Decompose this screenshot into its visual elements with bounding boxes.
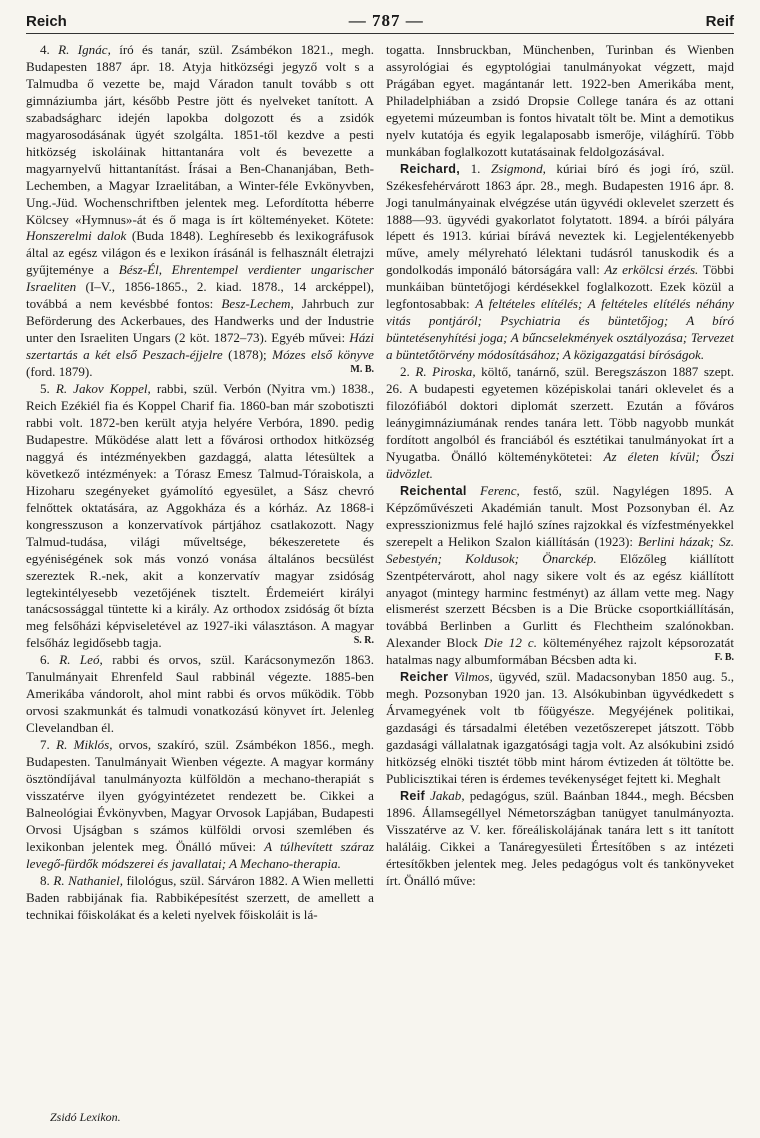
book-title-footer: Zsidó Lexikon. bbox=[50, 1110, 121, 1124]
entry-continuation: togatta. Innsbruckban, Münchenben, Turinban és Wienben assyrológiai és egyptológiai tanulmányokat végzett, majd Prágában egyet. magántanár lett. 1922-ben Amerikába ment, Philadelphiában a zsidó Dropsie College tanára és az ottani egyetemi múzeumban is fontos hivatalt tölt be. Mint a demotikus nyelv kutatója és egyik legalaposabb ismerője, világhírű. Több munkában foglalkozott kutatásainak feldolgozásával. bbox=[386, 42, 734, 159]
entry-reich-leo: 6. R. Leó, rabbi és orvos, szül. Karácsonymezőn 1863. Tanulmányait Ehrenfeld Saul rabbinál végezte. 1885-ben Amerikába vándorolt, ahol mint rabbi és orvos működik. Több orvosi szakmunkát és talmudi vonatkozású könyvet írt. Jelenleg Clevelandban él. bbox=[26, 652, 374, 736]
header-right-guide-word: Reif bbox=[705, 12, 734, 30]
entry-reif-jakab: Reif Jakab, pedagógus, szül. Baánban 1844., megh. Bécsben 1896. Államsegéllyel Németországban tanügyet tanulmányozta. Visszatérve az V. ker. főreáliskolájának tanára lett s itt tanított haláláig. Cikkei a Tanáregyesületi Értesítőben s az intézeti értesítőkben jelentek meg. Jeles pedagógus volt és tankönyveket írt. Önálló műve: bbox=[386, 787, 734, 888]
headword: Reicher bbox=[400, 670, 449, 685]
entry-reich-nathaniel: 8. R. Nathaniel, filológus, szül. Sárváron 1882. A Wien melletti Baden rabbijának fia. Rabbiképesítést szerzett, de amellett a technikai főiskolákat és a keleti nyelvek főiskoláit is lá- bbox=[26, 872, 374, 922]
entry-reich-miklos: 7. R. Miklós, orvos, szakíró, szül. Zsámbékon 1856., megh. Budapesten. Tanulmányait Wienben végezte. A magyar kormány ösztöndíjával tanulmányozta külföldön a mechano-therapiát s visszatérve ilyen gyógyintézetet rendezett be. Cikkei a Balneológiai Évkönyvben, Magyar Orvosok Lapjában, Budapesti Orvosi Ujságban s számos külföldi orvosi szemlében és lexikonban jelentek meg. Önálló művei: A túlhevített száraz levegő-fürdők módszerei és javallatai; A Mechano-therapia. bbox=[26, 737, 374, 871]
author-signature: F. B. bbox=[714, 652, 734, 664]
left-column bbox=[26, 42, 374, 1102]
entry-reich-ignac: 4. R. Ignác, író és tanár, szül. Zsámbékon 1821., megh. Budapesten 1887 ápr. 18. Atyja hitközségi jegyző volt s a Talmudba ő vezette be, majd Váradon tanult tovább s ott gimnáziumba járt, később Pestre jött és nyelveket tanított. A szabadságharc idején lapokba dolgozott és a zsidók magyarosodásának ügyét szolgálta. 1851-től kezdve a pesti hitközség iskoláinak hittantanára volt és bevezette a magyarnyelvű hittantanítást. Írásai a Ben-Chananjában, Beth-Lechemben, a Magyar Izraelitában, a Winter-féle Evkönyvben, Ung.-Jüd. Wochenschriftben jelentek meg. Lefordította héberre Kölcsey «Hymnus»-át és ő maga is írt költeményeket. Kötete: Honszerelmi dalok (Buda 1848). Leghíresebb és lexikográfusok által az egész világon és e lexikon írásánál is felhasznált életrajzi gyűjteménye a Bész-Él, Ehrentempel verdienter ungarischer Israeliten (I–V., 1856-1865., 2. kiad. 1878., 14 arcképpel), továbbá a nem kevésbbé fontos: Besz-Lechem, Jahrbuch zur Beförderung des Ackerbaues, des Handwerks und der Industrie unter den Israeliten Ungars (2 köt. 1872–73). Egyéb művei: Házi szertartás a két első Peszach-éjjelre (1878); Mózes első könyve (ford. 1879). M. B. bbox=[26, 42, 374, 380]
headword: Reichental bbox=[400, 483, 467, 498]
entry-reichard-piroska: 2. R. Piroska, költő, tanárnő, szül. Beregszászon 1887 szept. 26. A budapesti egyetemen középiskolai tanári oklevelet és a filozófiából doktori diplomát szerzett. Ezután a főváros leánygimnáziumának rendes tanára lett. Több nagyobb munkát fordított angolból és franciából és esztétikai tanulmányokat írt a Nyugatba. Önálló költeménykötetei: Az életen kívül; Őszi üdvözlet. bbox=[386, 364, 734, 481]
entry-reicher-vilmos: Reicher Vilmos, ügyvéd, szül. Madacsonyban 1850 aug. 5., megh. Pozsonyban 1920 jan. 13. Alsókubinban ügyvédkedett s Árvamegyének volt tb főügyésze. Megyéjének politikai, gazdasági és társadalmi életében vezetőszerepet játszott. Több gazdasági vállalatnak igazgatósági tagja volt. Az alsókubini zsidó hitközség elnöki tisztét több mint három évtizeden át töltötte be. Publicisztikai téren is érdemes tevékenységet fejtett ki. Meghalt bbox=[386, 669, 734, 786]
headword: Reichard, bbox=[400, 161, 461, 176]
entry-reich-jakov-koppel: 5. R. Jakov Koppel, rabbi, szül. Verbón (Nyitra vm.) 1838., Reich Ezékiél fia és Koppel Charif fia. 1860-ban már szobotiszti rabbi volt. 1872-ben került atyja helyére Verbóra, 1890. pedig Budapestre. Működése alatt lett a fővárosi orthodox hitközség naggyá és intézményekben gazdaggá, alatta létesültek a következő intézmények: a Tórasz Emesz Talmud-Tóraiskola, a Hizoharu szegényeket gyámolító egyesület, a Sász chevró felnőttek oktatására, az Aggokháza és a kórház. Az 1868-i kongresszuson a konzervatívok pártjához csatlakozott. Nagy Talmud-tudása, világi műveltsége, békeszeretete és egyéniségének sok más vonzó vonása általános becsülést szereztek R.-nek, akit a konzervatív magyar zsidóság legtekintélyesebb vezetőjének tisztelt. Érdemeiért királyi tanácsossággal tüntette ki a király. Az orthodox zsidóság őt bízta meg felsőházi képviseletével az 1927-iki választáson. A magyar felsőház legidősebb tagja. S. R. bbox=[26, 381, 374, 651]
entry-reichental-ferenc: Reichental Ferenc, festő, szül. Nagylégen 1895. A Képzőművészeti Akadémián tanult. Most Pozsonyban él. Az expresszionizmus felé hajló színes rajzokkal és vízfestményekkel szerepelt a Helikon Szalon kiállításán (1923): Berlini házak; Sz. Sebestyén; Koldusok; Önarckép. Előzőleg kiállított Szentpétervárott, ahol nagy sikere volt és az egész kiállított anyagot (mintegy harminc festményt) az állam vette meg. Nagy elismerést szerzett Bécsben is a Die Brücke csoportkiállításán, továbbá Berlinben a Gurlitt és Flechtheim szalónokban. Alexander Block Die 12 c. költeményéhez rajzolt képsorozatát hatalmas nagy albumformában Bécsben adta ki. F. B. bbox=[386, 482, 734, 668]
headword: Reif bbox=[400, 788, 425, 803]
author-signature: M. B. bbox=[350, 364, 374, 376]
author-signature: S. R. bbox=[353, 635, 374, 647]
page-number: — 787 — bbox=[348, 11, 424, 30]
text-columns bbox=[26, 42, 734, 1102]
header-rule bbox=[26, 33, 734, 34]
running-header bbox=[26, 10, 734, 32]
right-column bbox=[386, 42, 734, 1102]
header-left-guide-word: Reich bbox=[26, 12, 67, 30]
entry-reichard-zsigmond: Reichard, 1. Zsigmond, kúriai bíró és jogi író, szül. Székesfehérvárott 1863 ápr. 28., megh. Budapesten 1916 ápr. 8. Jogi tanulmányainak elvégzése után ügyvédi oklevelet szerzett és 1888—93. ügyvédi gyakorlatot folytatott. 1894. a bírói pályára lépett és 1913. kúriai bírává neveztek ki. Legjelentékenyebb műve, amely mélyreható lélektani tudásról tanuskodik és a gondolkodás imponáló bátorságára vall: Az erkölcsi érzés. Többi munkáiban büntetőjogi kérdésekkel foglalkozott. Ezek közül a legfontosabbak: A feltételes elítélés; A feltételes elítélés néhány vitás pontjáról; Psychiatria és büntetőjog; A bíró büntetésenyhítési joga; A bűncselekmények osztályozása; Tervezet a büntetőtörvény módosításához; A közigazgatási bíróságok. bbox=[386, 160, 734, 363]
